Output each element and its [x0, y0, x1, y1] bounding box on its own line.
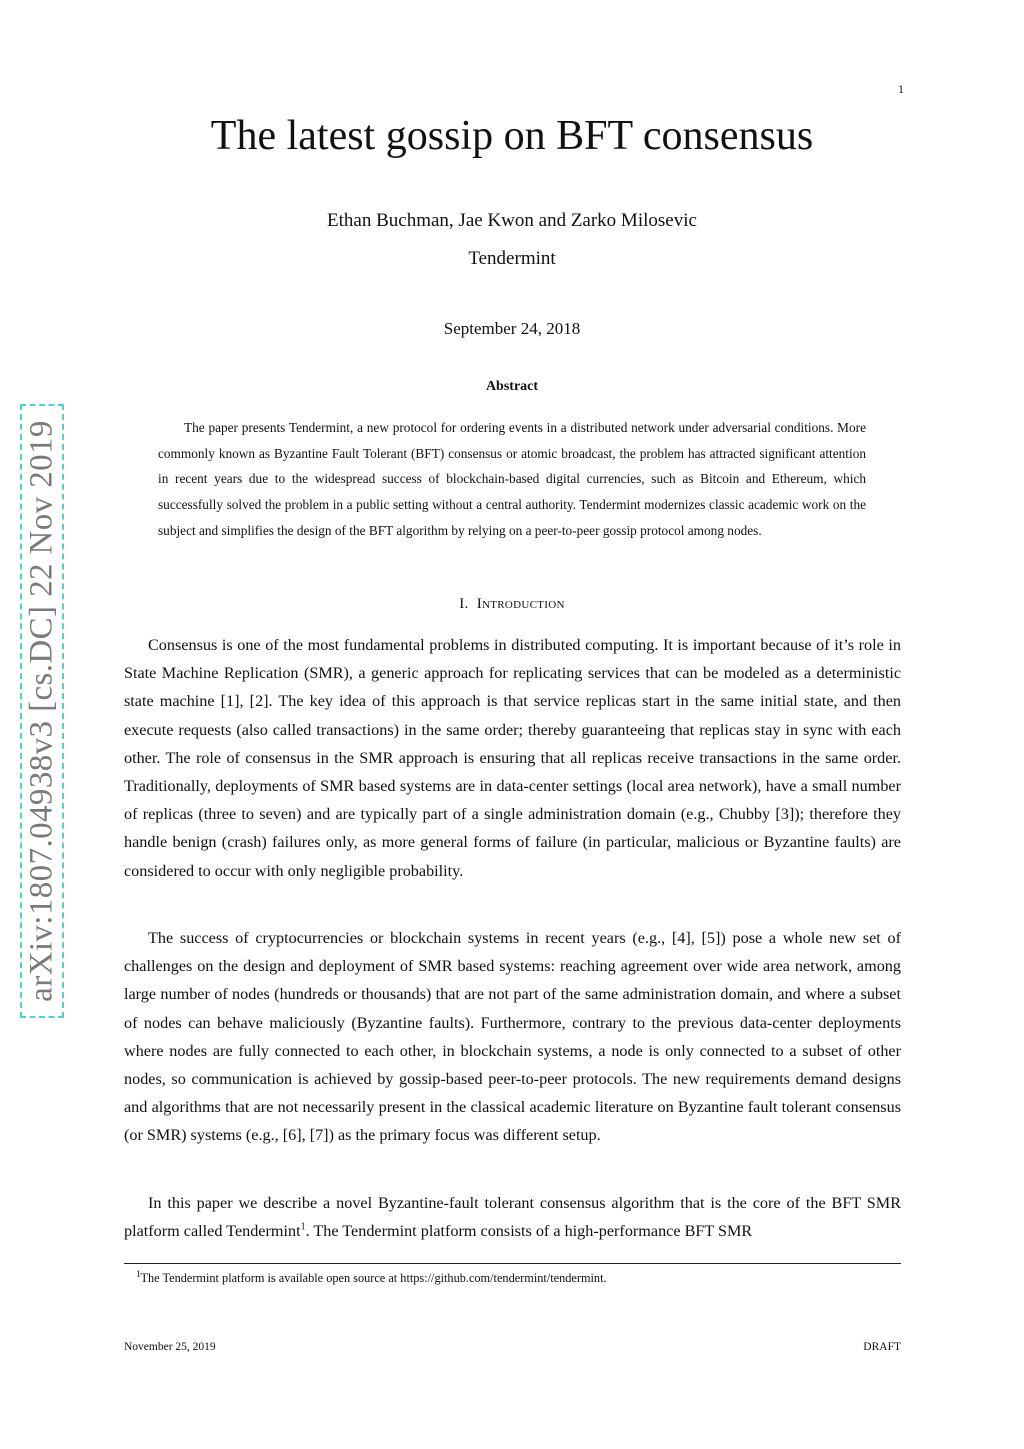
arxiv-identifier[interactable]: arXiv:1807.04938v3 [cs.DC] 22 Nov 2019 — [23, 420, 60, 1002]
footnote-reference[interactable]: 1 — [300, 1221, 306, 1233]
footnote-mark: 1 — [136, 1268, 141, 1279]
footnote — [136, 1268, 896, 1286]
footnote-text: The Tendermint platform is available open source at https://github.com/tendermint/tendermint. — [140, 1271, 607, 1285]
footer-date: November 25, 2019 — [124, 1341, 216, 1353]
intro-paragraph-1: Consensus is one of the most fundamental problems in distributed computing. It is important because of it’s role in State Machine Replication (SMR), a generic approach for replicating services that can be modeled as a deterministic state machine [1], [2]. The key idea of this approach is that service replicas start in the same initial state, and then execute requests (also called transactions) in the same order; thereby guaranteeing that replicas stay in sync with each other. The role of consensus in the SMR approach is ensuring that all replicas receive transactions in the same order. Traditionally, deployments of SMR based systems are in data-center settings (local area network), have a small number of replicas (three to seven) and are typically part of a single administration domain (e.g., Chubby [3]); therefore they handle benign (crash) failures only, as more general forms of failure (in particular, malicious or Byzantine faults) are considered to occur with only negligible probability. — [124, 636, 901, 880]
footnote-divider — [124, 1263, 901, 1264]
paragraph-3-text-a: In this paper we describe a novel Byzantine-fault tolerant consensus algorithm that is the core of the BFT SMR platform called Tendermint — [124, 1194, 901, 1241]
paragraph-3-text-b: . The Tendermint platform consists of a high-performance BFT SMR — [305, 1222, 753, 1241]
paper-date: September 24, 2018 — [443, 319, 581, 338]
footer-draft-label: DRAFT — [863, 1341, 901, 1353]
intro-paragraph-3 — [124, 1189, 901, 1245]
abstract-text: The paper presents Tendermint, a new protocol for ordering events in a distributed network under adversarial conditions. More commonly known as Byzantine Fault Tolerant (BFT) consensus or atomic broadcast, the problem has attracted significant attention in recent years due to the widespread success of blockchain-based digital currencies, such as Bitcoin and Ethereum, which successfully solved the problem in a public setting without a central authority. Tendermint modernizes classic academic work on the subject and simplifies the design of the BFT algorithm by relying on a peer-to-peer gossip protocol among nodes. — [158, 420, 866, 538]
authors: Ethan Buchman, Jae Kwon and Zarko Milosevic — [327, 210, 697, 231]
section-heading — [0, 596, 1024, 613]
abstract-heading: Abstract — [485, 379, 539, 394]
section-title: Introduction — [476, 596, 565, 612]
page-number: 1 — [898, 82, 904, 96]
paper-title: The latest gossip on BFT consensus — [210, 113, 814, 159]
section-number: I. — [459, 596, 469, 612]
affiliation: Tendermint — [468, 248, 556, 269]
intro-paragraph-2: The success of cryptocurrencies or blockchain systems in recent years (e.g., [4], [5]) pose a whole new set of challenges on the design and deployment of SMR based systems: reaching agreement over wide area network, among large number of nodes (hundreds or thousands) that are not part of the same administration domain, and where a subset of nodes can behave maliciously (Byzantine faults). Furthermore, contrary to the previous data-center deployments where nodes are fully connected to each other, in blockchain systems, a node is only connected to a subset of other nodes, so communication is achieved by gossip-based peer-to-peer protocols. The new requirements demand designs and algorithms that are not necessarily present in the classical academic literature on Byzantine fault tolerant consensus (or SMR) systems (e.g., [6], [7]) as the primary focus was different setup. — [124, 929, 901, 1145]
